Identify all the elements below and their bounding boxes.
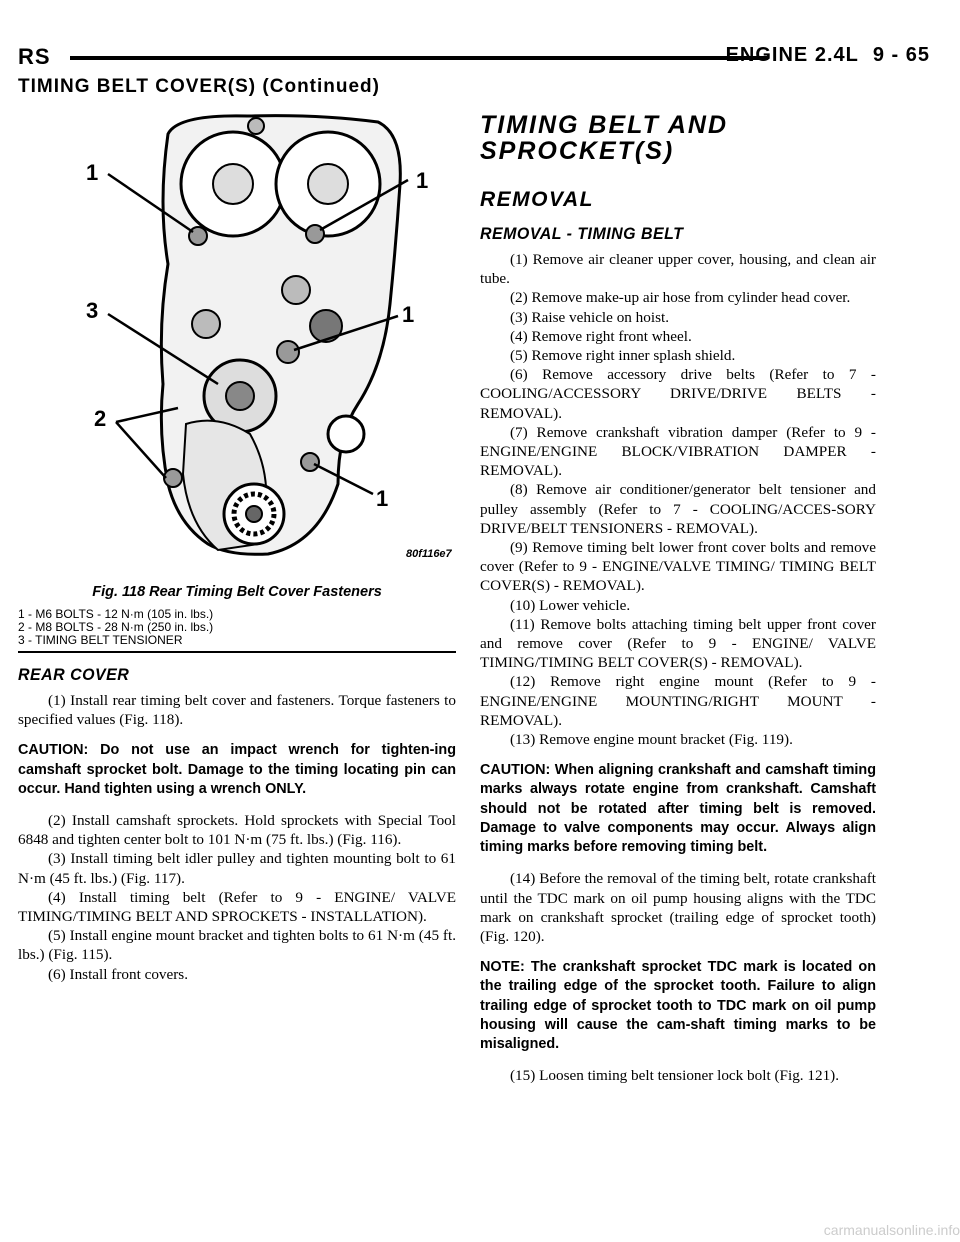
note-text: NOTE: The crankshaft sprocket TDC mark is located on the trailing edge of the sprocket tooth. Failure to align trailing edge of sprocket tooth to TDC mark on oil pump housing will cause the cam-shaft timing marks to be misaligned. [480,959,876,1052]
figure-legend [18,608,456,647]
step: (2) Install camshaft sprockets. Hold sprockets with Special Tool 6848 and tighten center bolt to 101 N·m (75 ft. lbs.) (Fig. 116). [18,812,456,849]
step: (10) Lower vehicle. [510,596,631,614]
callout-label: 1 [402,302,415,327]
step: (15) Loosen timing belt tensioner lock bolt (Fig. 121). [510,1067,840,1085]
caution-text: CAUTION: When aligning crankshaft and camshaft timing marks always rotate engine from crankshaft. Camshaft should not be rotated after timing belt is removed. Damage to valve components may occur. Always align timing marks before removing timing belt. [480,762,876,856]
step: (11) Remove bolts attaching timing belt upper front cover and remove cover (Refer to 9 - ENGINE/ VALVE TIMING/TIMING BELT COVER(S) - REMOVAL). [480,615,876,672]
step: (6) Remove accessory drive belts (Refer to 7 - COOLING/ACCESSORY DRIVE/DRIVE BELTS - REMOVAL). [480,366,876,422]
step: (4) Remove right front wheel. [510,327,692,345]
paragraph: (1) Install rear timing belt cover and fasteners. Torque fasteners to specified values (Fig. 118). [18,692,456,729]
figure-code: 80f116e7 [406,548,452,560]
legend-item: 2 - M8 BOLTS - 28 N·m (250 in. lbs.) [18,620,214,634]
step: (2) Remove make-up air hose from cylinder head cover. [510,289,851,307]
callout-label: 1 [376,486,389,511]
right-column [480,112,876,1085]
rear-timing-cover-illustration [18,104,456,574]
callout-label: 1 [416,168,429,193]
step: (1) Remove air cleaner upper cover, housing, and clean air tube. [480,251,876,288]
rear-cover-heading: REAR COVER [18,665,130,684]
legend-item: 1 - M6 BOLTS - 12 N·m (105 in. lbs.) [18,607,214,621]
step: (5) Remove right inner splash shield. [510,347,736,365]
step: (4) Install timing belt (Refer to 9 - ENGINE/ VALVE TIMING/TIMING BELT AND SPROCKETS - INSTALLATION). [18,888,456,926]
section-title-line1: TIMING BELT AND [480,111,729,139]
caution-text: CAUTION: Do not use an impact wrench for tighten-ing camshaft sprocket bolt. Damage to the timing locating pin can occur. Hand tighten using a wrench ONLY. [18,742,456,797]
left-column [18,104,456,984]
figure-divider [18,651,456,653]
continued-heading: TIMING BELT COVER(S) (Continued) [18,76,380,97]
step: (8) Remove air conditioner/generator belt tensioner and pulley assembly (Refer to 7 - COOLING/ACCES-SORY DRIVE/BELT TENSIONERS - REMOVAL). [480,481,876,537]
step: (5) Install engine mount bracket and tighten bolts to 61 N·m (45 ft. lbs.) (Fig. 115). [18,927,456,964]
page-number: 9 - 65 [872,44,930,66]
step: (13) Remove engine mount bracket (Fig. 119). [510,731,793,749]
section-title [480,112,876,164]
section-code: RS [18,44,51,69]
legend-item: 3 - TIMING BELT TENSIONER [18,633,183,647]
step: (12) Remove right engine mount (Refer to 9 - ENGINE/ENGINE MOUNTING/RIGHT MOUNT - REMOVAL). [480,673,876,729]
callout-label: 3 [86,298,99,323]
removal-subheading: REMOVAL - TIMING BELT [480,224,684,243]
callout-label: 2 [94,406,107,431]
callout-label: 1 [86,160,99,185]
header-rule [70,56,768,60]
step: (6) Install front covers. [48,965,189,983]
step: (9) Remove timing belt lower front cover bolts and remove cover (Refer to 9 - ENGINE/VALVE TIMING/ TIMING BELT COVER(S) - REMOVAL). [480,539,876,595]
figure-caption: Fig. 118 Rear Timing Belt Cover Fasteners [92,584,382,600]
engine-figure [18,104,456,574]
chapter-title: ENGINE 2.4L [725,44,859,66]
page-header [726,44,930,67]
step: (14) Before the removal of the timing belt, rotate crankshaft until the TDC mark on oil pump housing aligns with the TDC mark on crankshaft sprocket (trailing edge of sprocket tooth) (Fig. 120). [480,870,876,945]
removal-heading: REMOVAL [480,188,594,211]
step: (3) Install timing belt idler pulley and tighten mounting bolt to 61 N·m (45 ft. lbs.) (Fig. 117). [18,850,456,887]
watermark: carmanualsonline.info [823,1222,960,1238]
section-title-line2: SPROCKET(S) [480,137,675,165]
step: (7) Remove crankshaft vibration damper (Refer to 9 - ENGINE/ENGINE BLOCK/VIBRATION DAMPER - REMOVAL). [480,423,876,480]
step: (3) Raise vehicle on hoist. [510,308,670,326]
